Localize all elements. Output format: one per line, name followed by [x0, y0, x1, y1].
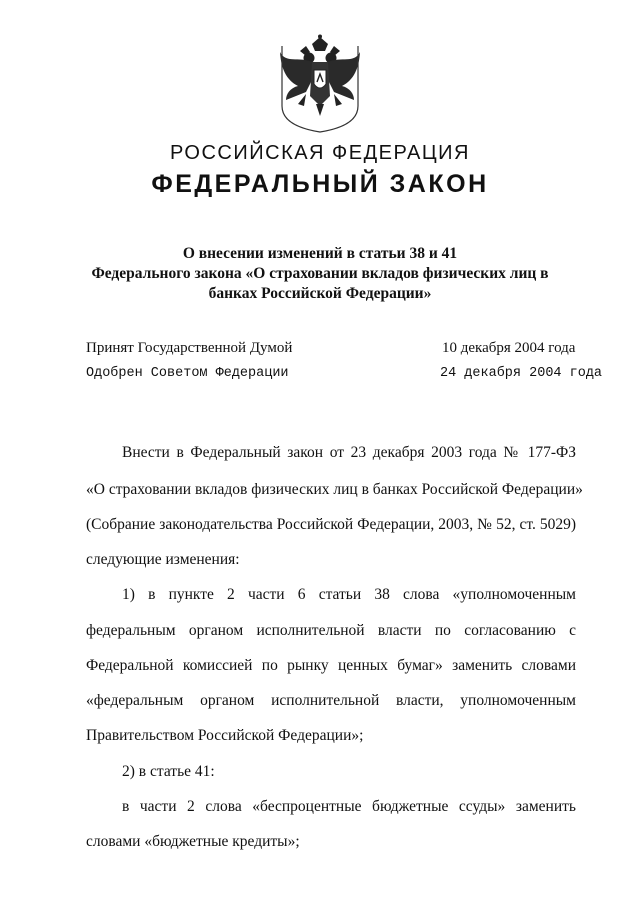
paragraph-line: Внести в Федеральный закон от 23 декабря 2003 года № 177-ФЗ — [122, 444, 576, 461]
law-title-line: банках Российской Федерации» — [208, 285, 432, 302]
council-approval-date: 24 декабря 2004 года — [440, 366, 603, 381]
list-item-line: словами «бюджетные кредиты»; — [86, 833, 300, 850]
law-title-line: О внесении изменений в статьи 38 и 41 — [182, 245, 458, 262]
paragraph-line: следующие изменения: — [86, 551, 240, 568]
council-approval-label: Одобрен Советом Федерации — [86, 366, 289, 381]
paragraph-line: «О страховании вкладов физических лиц в банках Российской Федерации» — [86, 481, 583, 498]
law-title — [80, 244, 560, 304]
country-title: РОССИЙСКАЯ ФЕДЕРАЦИЯ — [170, 142, 470, 164]
list-item-line: 1) в пункте 2 части 6 статьи 38 слова «уполномоченным — [122, 586, 576, 603]
list-item-line: федеральным органом исполнительной власти по согласованию с — [86, 622, 576, 639]
law-title-line: Федерального закона «О страховании вкладов физических лиц в — [91, 265, 549, 282]
paragraph-line: (Собрание законодательства Российской Федерации, 2003, № 52, ст. 5029) — [86, 516, 576, 533]
list-item-line: Федеральной комиссией по рынку ценных бумаг» заменить словами — [86, 657, 576, 674]
list-item-line: 2) в статье 41: — [122, 763, 215, 780]
document-type: ФЕДЕРАЛЬНЫЙ ЗАКОН — [151, 170, 489, 198]
list-item-line: Правительством Российской Федерации»; — [86, 727, 364, 744]
list-item-line: в части 2 слова «беспроцентные бюджетные ссуды» заменить — [122, 798, 576, 815]
duma-adoption-date: 10 декабря 2004 года — [442, 340, 576, 356]
list-item-line: «федеральным органом исполнительной власти, уполномоченным — [86, 692, 576, 709]
coat-of-arms-icon — [276, 34, 364, 134]
duma-adoption-label: Принят Государственной Думой — [86, 340, 293, 356]
